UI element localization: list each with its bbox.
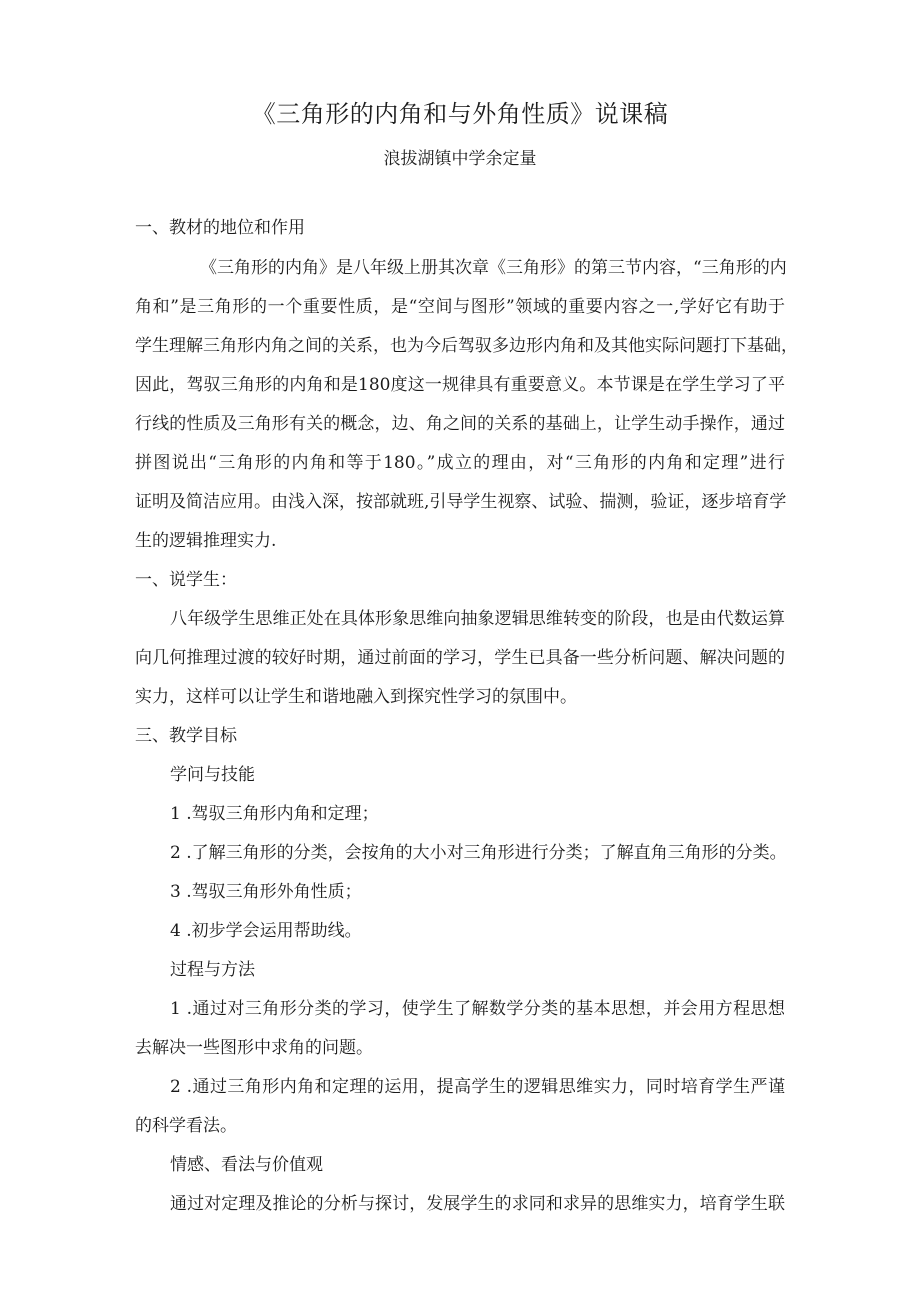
paragraph-line: 通过对定理及推论的分析与探讨，发展学生的求同和求异的思维实力，培育学生联 (170, 1194, 785, 1214)
paragraph-line: 因此，驾驭三角形的内角和是180度这一规律具有重要意义。本节课是在学生学习了平 (135, 375, 785, 395)
section-heading-objectives: 三、教学目标 (135, 726, 237, 746)
document-title: 《三角形的内角和与外角性质》说课稿 (251, 100, 669, 128)
paragraph-line: 拼图说出“三角形的内角和等于180。”成立的理由，对“三角形的内角和定理”进行 (135, 453, 785, 473)
section-heading-textbook: 一、教材的地位和作用 (135, 218, 305, 238)
author-line: 浪拔湖镇中学余定量 (383, 149, 537, 169)
paragraph-line: 八年级学生思维正处在具体形象思维向抽象逻辑思维转变的阶段，也是由代数运算 (170, 609, 785, 629)
section-heading-students: 一、说学生： (135, 570, 237, 590)
list-item: 3 .驾驭三角形外角性质； (170, 882, 362, 902)
list-item: 1 .驾驭三角形内角和定理； (170, 804, 379, 824)
paragraph-line: 实力，这样可以让学生和谐地融入到探究性学习的氛围中。 (135, 687, 577, 707)
paragraph-line: 学生理解三角形内角之间的关系，也为今后驾驭多边形内角和及其他实际问题打下基础， (135, 336, 798, 356)
paragraph-line: 《三角形的内角》是八年级上册其次章《三角形》的第三节内容，“三角形的内 (200, 258, 787, 278)
paragraph-line: 向几何推理过渡的较好时期，通过前面的学习，学生已具备一些分析问题、解决问题的 (135, 648, 785, 668)
subheading-process-methods: 过程与方法 (170, 960, 255, 980)
paragraph-line: 行线的性质及三角形有关的概念，边、角之间的关系的基础上，让学生动手操作，通过 (135, 414, 785, 434)
subheading-knowledge-skills: 学问与技能 (170, 765, 255, 785)
list-item-continuation: 去解决一些图形中求角的问题。 (135, 1038, 373, 1058)
subheading-emotion-values: 情感、看法与价值观 (170, 1155, 323, 1175)
list-item: 2 .通过三角形内角和定理的运用，提高学生的逻辑思维实力，同时培育学生严谨 (170, 1077, 785, 1097)
list-item-continuation: 的科学看法。 (135, 1116, 237, 1136)
paragraph-line: 角和”是三角形的一个重要性质，是“空间与图形”领域的重要内容之一,学好它有助于 (135, 297, 785, 317)
list-item: 2 .了解三角形的分类，会按角的大小对三角形进行分类；了解直角三角形的分类。 (170, 843, 787, 863)
list-item: 1 .通过对三角形分类的学习，使学生了解数学分类的基本思想，并会用方程思想 (170, 999, 785, 1019)
paragraph-line: 证明及简洁应用。由浅入深，按部就班,引导学生视察、试验、揣测，验证，逐步培育学 (135, 492, 787, 512)
paragraph-line: 生的逻辑推理实力. (135, 531, 277, 551)
list-item: 4 .初步学会运用帮助线。 (170, 921, 362, 941)
